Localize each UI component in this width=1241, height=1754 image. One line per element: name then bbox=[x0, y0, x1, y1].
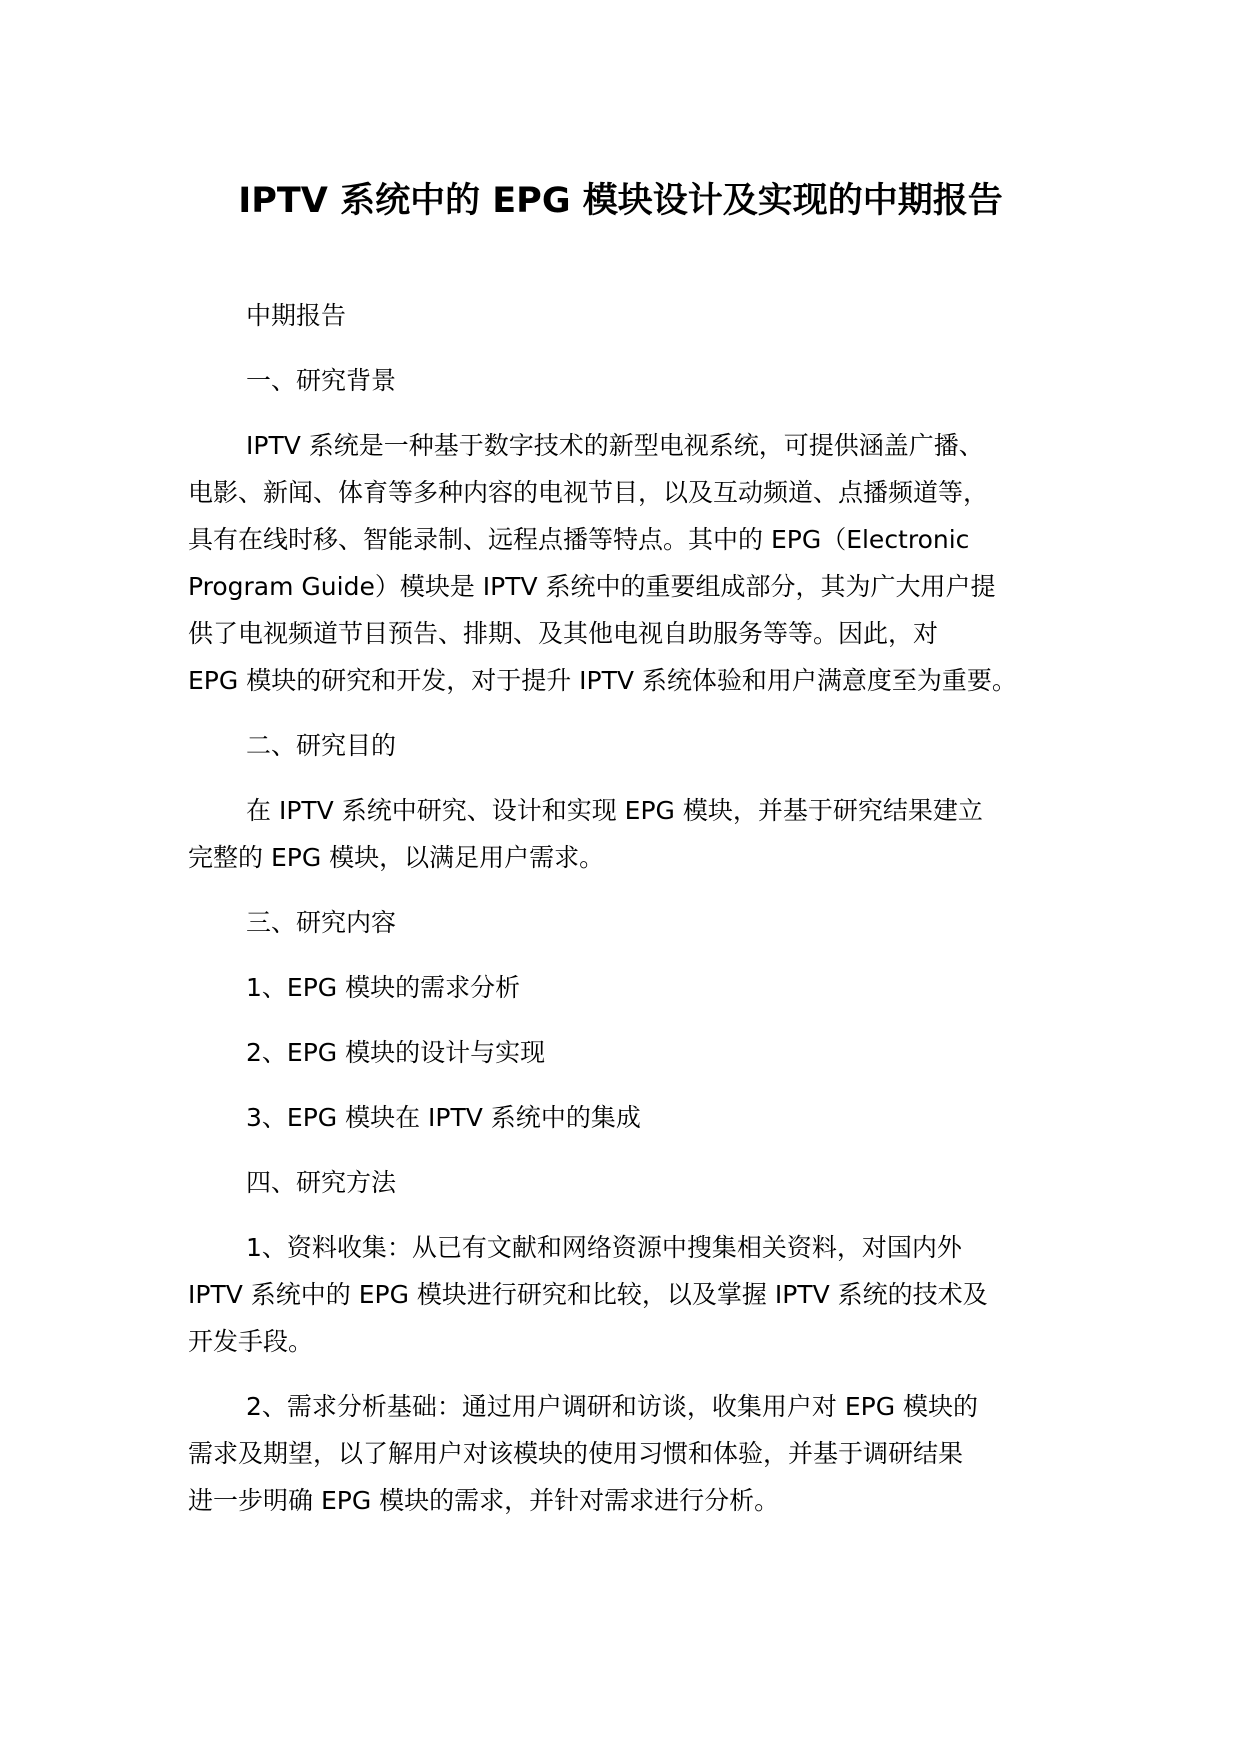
paragraph-line: 供了电视频道节目预告、排期、及其他电视自助服务等等。因此，对 bbox=[188, 619, 939, 648]
paragraph-line: 二、研究目的 bbox=[246, 731, 397, 760]
paragraph-line: 需求及期望，以了解用户对该模块的使用习惯和体验，并基于调研结果 bbox=[188, 1439, 964, 1468]
document-title: IPTV 系统中的 EPG 模块设计及实现的中期报告 bbox=[238, 181, 1003, 221]
paragraph-line: IPTV 系统中的 EPG 模块进行研究和比较，以及掌握 IPTV 系统的技术及 bbox=[188, 1280, 988, 1309]
paragraph-method-2 bbox=[188, 1383, 1078, 1524]
paragraph-line: IPTV 系统是一种基于数字技术的新型电视系统，可提供涵盖广播、 bbox=[246, 431, 984, 460]
paragraph-line: 2、需求分析基础：通过用户调研和访谈，收集用户对 EPG 模块的 bbox=[246, 1392, 979, 1421]
paragraph-background bbox=[188, 422, 1078, 704]
paragraph-method-1 bbox=[188, 1224, 1078, 1365]
section-heading-purpose bbox=[188, 722, 1078, 769]
paragraph-line: 在 IPTV 系统中研究、设计和实现 EPG 模块，并基于研究结果建立 bbox=[246, 796, 983, 825]
paragraph-line: 一、研究背景 bbox=[246, 366, 397, 395]
list-item bbox=[188, 1094, 1078, 1141]
paragraph-line: 开发手段。 bbox=[188, 1327, 314, 1356]
paragraph-line: 3、EPG 模块在 IPTV 系统中的集成 bbox=[246, 1103, 641, 1132]
section-heading-content bbox=[188, 899, 1078, 946]
list-item bbox=[188, 1029, 1078, 1076]
section-heading-background bbox=[188, 357, 1078, 404]
document-body bbox=[188, 292, 1078, 1542]
section-heading-method bbox=[188, 1159, 1078, 1206]
paragraph-midterm-heading bbox=[188, 292, 1078, 339]
paragraph-line: Program Guide）模块是 IPTV 系统中的重要组成部分，其为广大用户提 bbox=[188, 572, 996, 601]
paragraph-line: 中期报告 bbox=[246, 301, 347, 330]
list-item bbox=[188, 964, 1078, 1011]
paragraph-line: 三、研究内容 bbox=[246, 908, 397, 937]
paragraph-line: 2、EPG 模块的设计与实现 bbox=[246, 1038, 546, 1067]
paragraph-purpose bbox=[188, 787, 1078, 881]
paragraph-line: 进一步明确 EPG 模块的需求，并针对需求进行分析。 bbox=[188, 1486, 780, 1515]
paragraph-line: 1、EPG 模块的需求分析 bbox=[246, 973, 521, 1002]
paragraph-line: EPG 模块的研究和开发，对于提升 IPTV 系统体验和用户满意度至为重要。 bbox=[188, 666, 1017, 695]
paragraph-line: 电影、新闻、体育等多种内容的电视节目，以及互动频道、点播频道等， bbox=[188, 478, 989, 507]
paragraph-line: 具有在线时移、智能录制、远程点播等特点。其中的 EPG（Electronic bbox=[188, 525, 970, 554]
paragraph-line: 1、资料收集：从已有文献和网络资源中搜集相关资料，对国内外 bbox=[246, 1233, 962, 1262]
paragraph-line: 四、研究方法 bbox=[246, 1168, 397, 1197]
paragraph-line: 完整的 EPG 模块，以满足用户需求。 bbox=[188, 843, 605, 872]
